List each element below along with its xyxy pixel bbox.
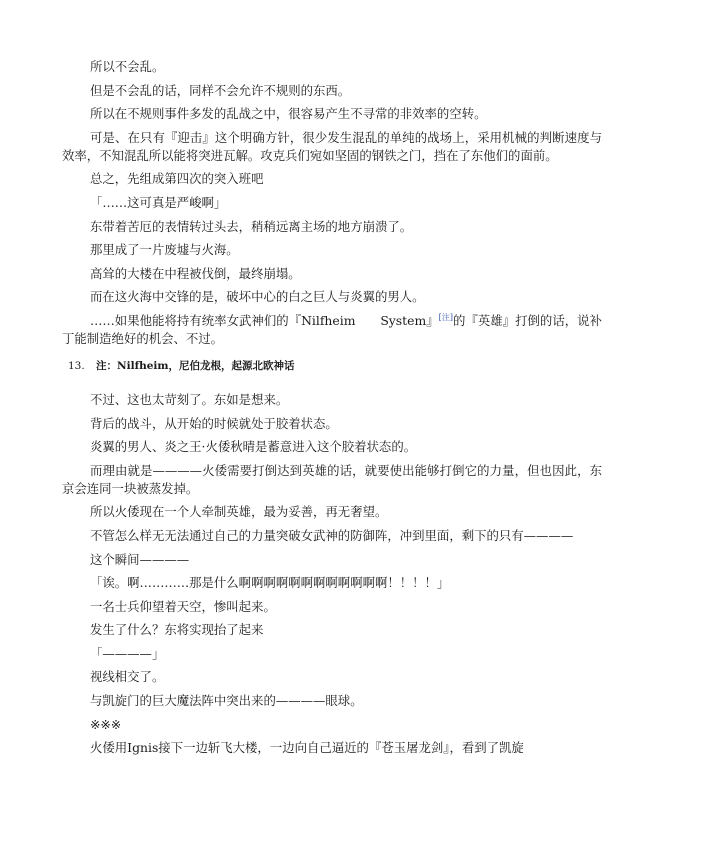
paragraph: 所以在不规则事件多发的乱战之中，很容易产生不寻常的非效率的空转。 (90, 106, 487, 122)
paragraph-group-b (62, 391, 602, 757)
paragraph: 这个瞬间———— (90, 551, 190, 567)
paragraph: 一名士兵仰望着天空，惨叫起来。 (90, 598, 276, 614)
paragraph: 炎翼的男人、炎之王·火倭秋晴是蓄意进入这个胶着状态的。 (90, 439, 417, 455)
footnote-ref[interactable]: [注] (438, 312, 453, 322)
paragraph: 发生了什么？东将实现抬了起来 (90, 622, 264, 638)
paragraph-group-a (62, 58, 602, 306)
paragraph: 东带着苦厄的表情转过头去，稍稍远离主场的地方崩溃了。 (90, 218, 413, 234)
paragraph: ※※※ (90, 716, 122, 732)
paragraph-text-after-ref: 的『英雄』打倒的话，说补丁能制造绝好的机会、不过。 (62, 312, 602, 346)
paragraph: 「诶。啊…………那是什么啊啊啊啊啊啊啊啊啊啊啊啊！！！！」 (90, 575, 450, 591)
paragraph: 背后的战斗，从开始的时候就处于胶着状态。 (90, 415, 338, 431)
paragraph: 不过、这也太苛刻了。东如是想来。 (90, 391, 289, 407)
paragraph: 所以火倭现在一个人牵制英雄，最为妥善，再无奢望。 (90, 504, 388, 520)
footnote-text: 注：Nilfheim，尼伯龙根，起源北欧神话 (96, 359, 295, 372)
paragraph: 高耸的大楼在中程被伐倒，最终崩塌。 (90, 265, 301, 281)
paragraph: 「……这可真是严峻啊」 (90, 194, 227, 210)
text-column (62, 58, 602, 763)
footnote (68, 358, 602, 373)
paragraph: 那里成了一片废墟与火海。 (90, 242, 239, 258)
paragraph: 火倭用Ignis接下一边斩飞大楼，一边向自己逼近的『苍玉屠龙剑』，看到了凯旋 (90, 740, 524, 756)
footnote-number: 13. (68, 359, 85, 372)
paragraph: 「————」 (90, 645, 165, 661)
paragraph: 而在这火海中交锋的是，破坏中心的白之巨人与炎翼的男人。 (90, 289, 425, 305)
paragraph: 而理由就是————火倭需要打倒达到英雄的话，就要使出能够打倒它的力量，但也因此，东京会连同一块被蒸发掉。 (62, 462, 602, 496)
paragraph-text-before-ref: ……如果他能将持有统率女武神们的『Nilfheim System』 (90, 312, 439, 328)
paragraph: 所以不会乱。 (90, 59, 165, 74)
paragraph: 与凯旋门的巨大魔法阵中突出来的————眼球。 (90, 693, 363, 709)
paragraph: 总之，先组成第四次的突入班吧 (90, 171, 264, 187)
paragraph-with-footnote-ref (62, 312, 602, 348)
paragraph: 不管怎么样无无法通过自己的力量突破女武神的防御阵，冲到里面，剩下的只有———— (90, 527, 574, 543)
paragraph: 视线相交了。 (90, 669, 165, 685)
paragraph: 可是、在只有『迎击』这个明确方针，很少发生混乱的单纯的战场上，采用机械的判断速度与效率，不知混乱所以能将突进瓦解。攻克兵们宛如坚固的钢铁之门，挡在了东他们的面前。 (62, 129, 602, 163)
paragraph: 但是不会乱的话，同样不会允许不规则的东西。 (90, 82, 351, 98)
